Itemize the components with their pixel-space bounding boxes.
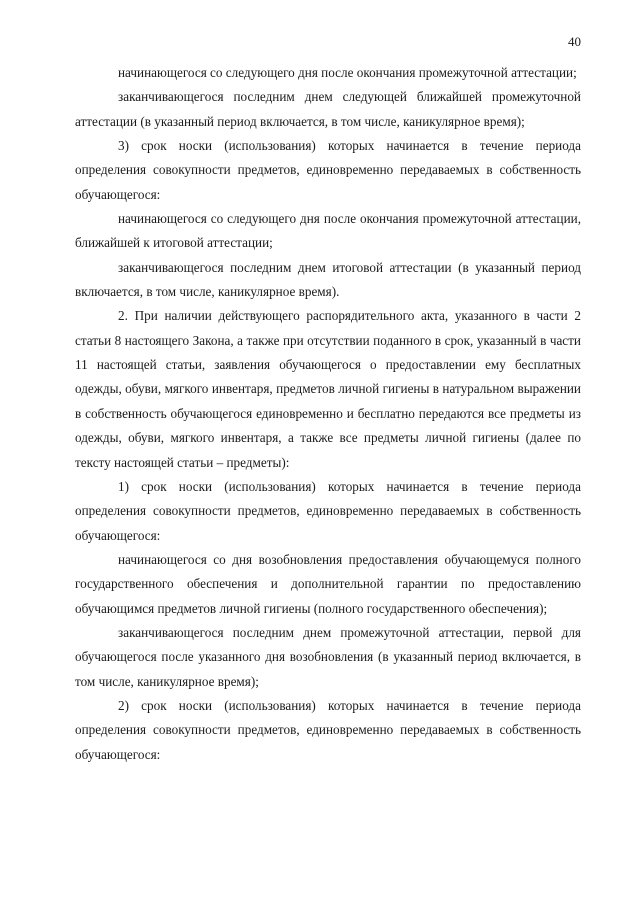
- document-body: [75, 61, 581, 767]
- paragraph-4: начинающегося со следующего дня после окончания промежуточной аттестации, ближайшей к итоговой аттестации;: [75, 211, 581, 251]
- paragraph-6: 2. При наличии действующего распорядительного акта, указанного в части 2 статьи 8 настоящего Закона, а также при отсутствии поданного в срок, указанный в части 11 настоящей статьи, заявления обучающегося о предоставлении ему бесплатных одежды, обуви, мягкого инвентаря, предметов личной гигиены в натуральном выражении в собственность обучающегося единовременно и бесплатно передаются все предметы из одежды, обуви, мягкого инвентаря, а также все предметы личной гигиены (далее по тексту настоящей статьи – предметы):: [75, 308, 581, 470]
- paragraph-10: 2) срок носки (использования) которых начинается в течение периода определения совокупности предметов, единовременно передаваемых в собственность обучающегося:: [75, 697, 581, 762]
- paragraph-1: начинающегося со следующего дня после окончания промежуточной аттестации;: [118, 65, 577, 80]
- paragraph-7: 1) срок носки (использования) которых начинается в течение периода определения совокупности предметов, единовременно передаваемых в собственность обучающегося:: [75, 478, 581, 543]
- paragraph-2: заканчивающегося последним днем следующей ближайшей промежуточной аттестации (в указанный период включается, в том числе, каникулярное время);: [75, 89, 581, 129]
- page-number: 40: [568, 34, 581, 49]
- paragraph-9: заканчивающегося последним днем промежуточной аттестации, первой для обучающегося после указанного дня возобновления (в указанный период включается, в том числе, каникулярное время);: [75, 624, 581, 689]
- paragraph-8: начинающегося со дня возобновления предоставления обучающемуся полного государственного обеспечения и дополнительной гарантии по предоставлению обучающимся предметов личной гигиены (полного государственного обеспечения);: [75, 551, 581, 616]
- paragraph-5: заканчивающегося последним днем итоговой аттестации (в указанный период включается, в том числе, каникулярное время).: [75, 259, 581, 300]
- paragraph-3: 3) срок носки (использования) которых начинается в течение периода определения совокупности предметов, единовременно передаваемых в собственность обучающегося:: [75, 138, 581, 202]
